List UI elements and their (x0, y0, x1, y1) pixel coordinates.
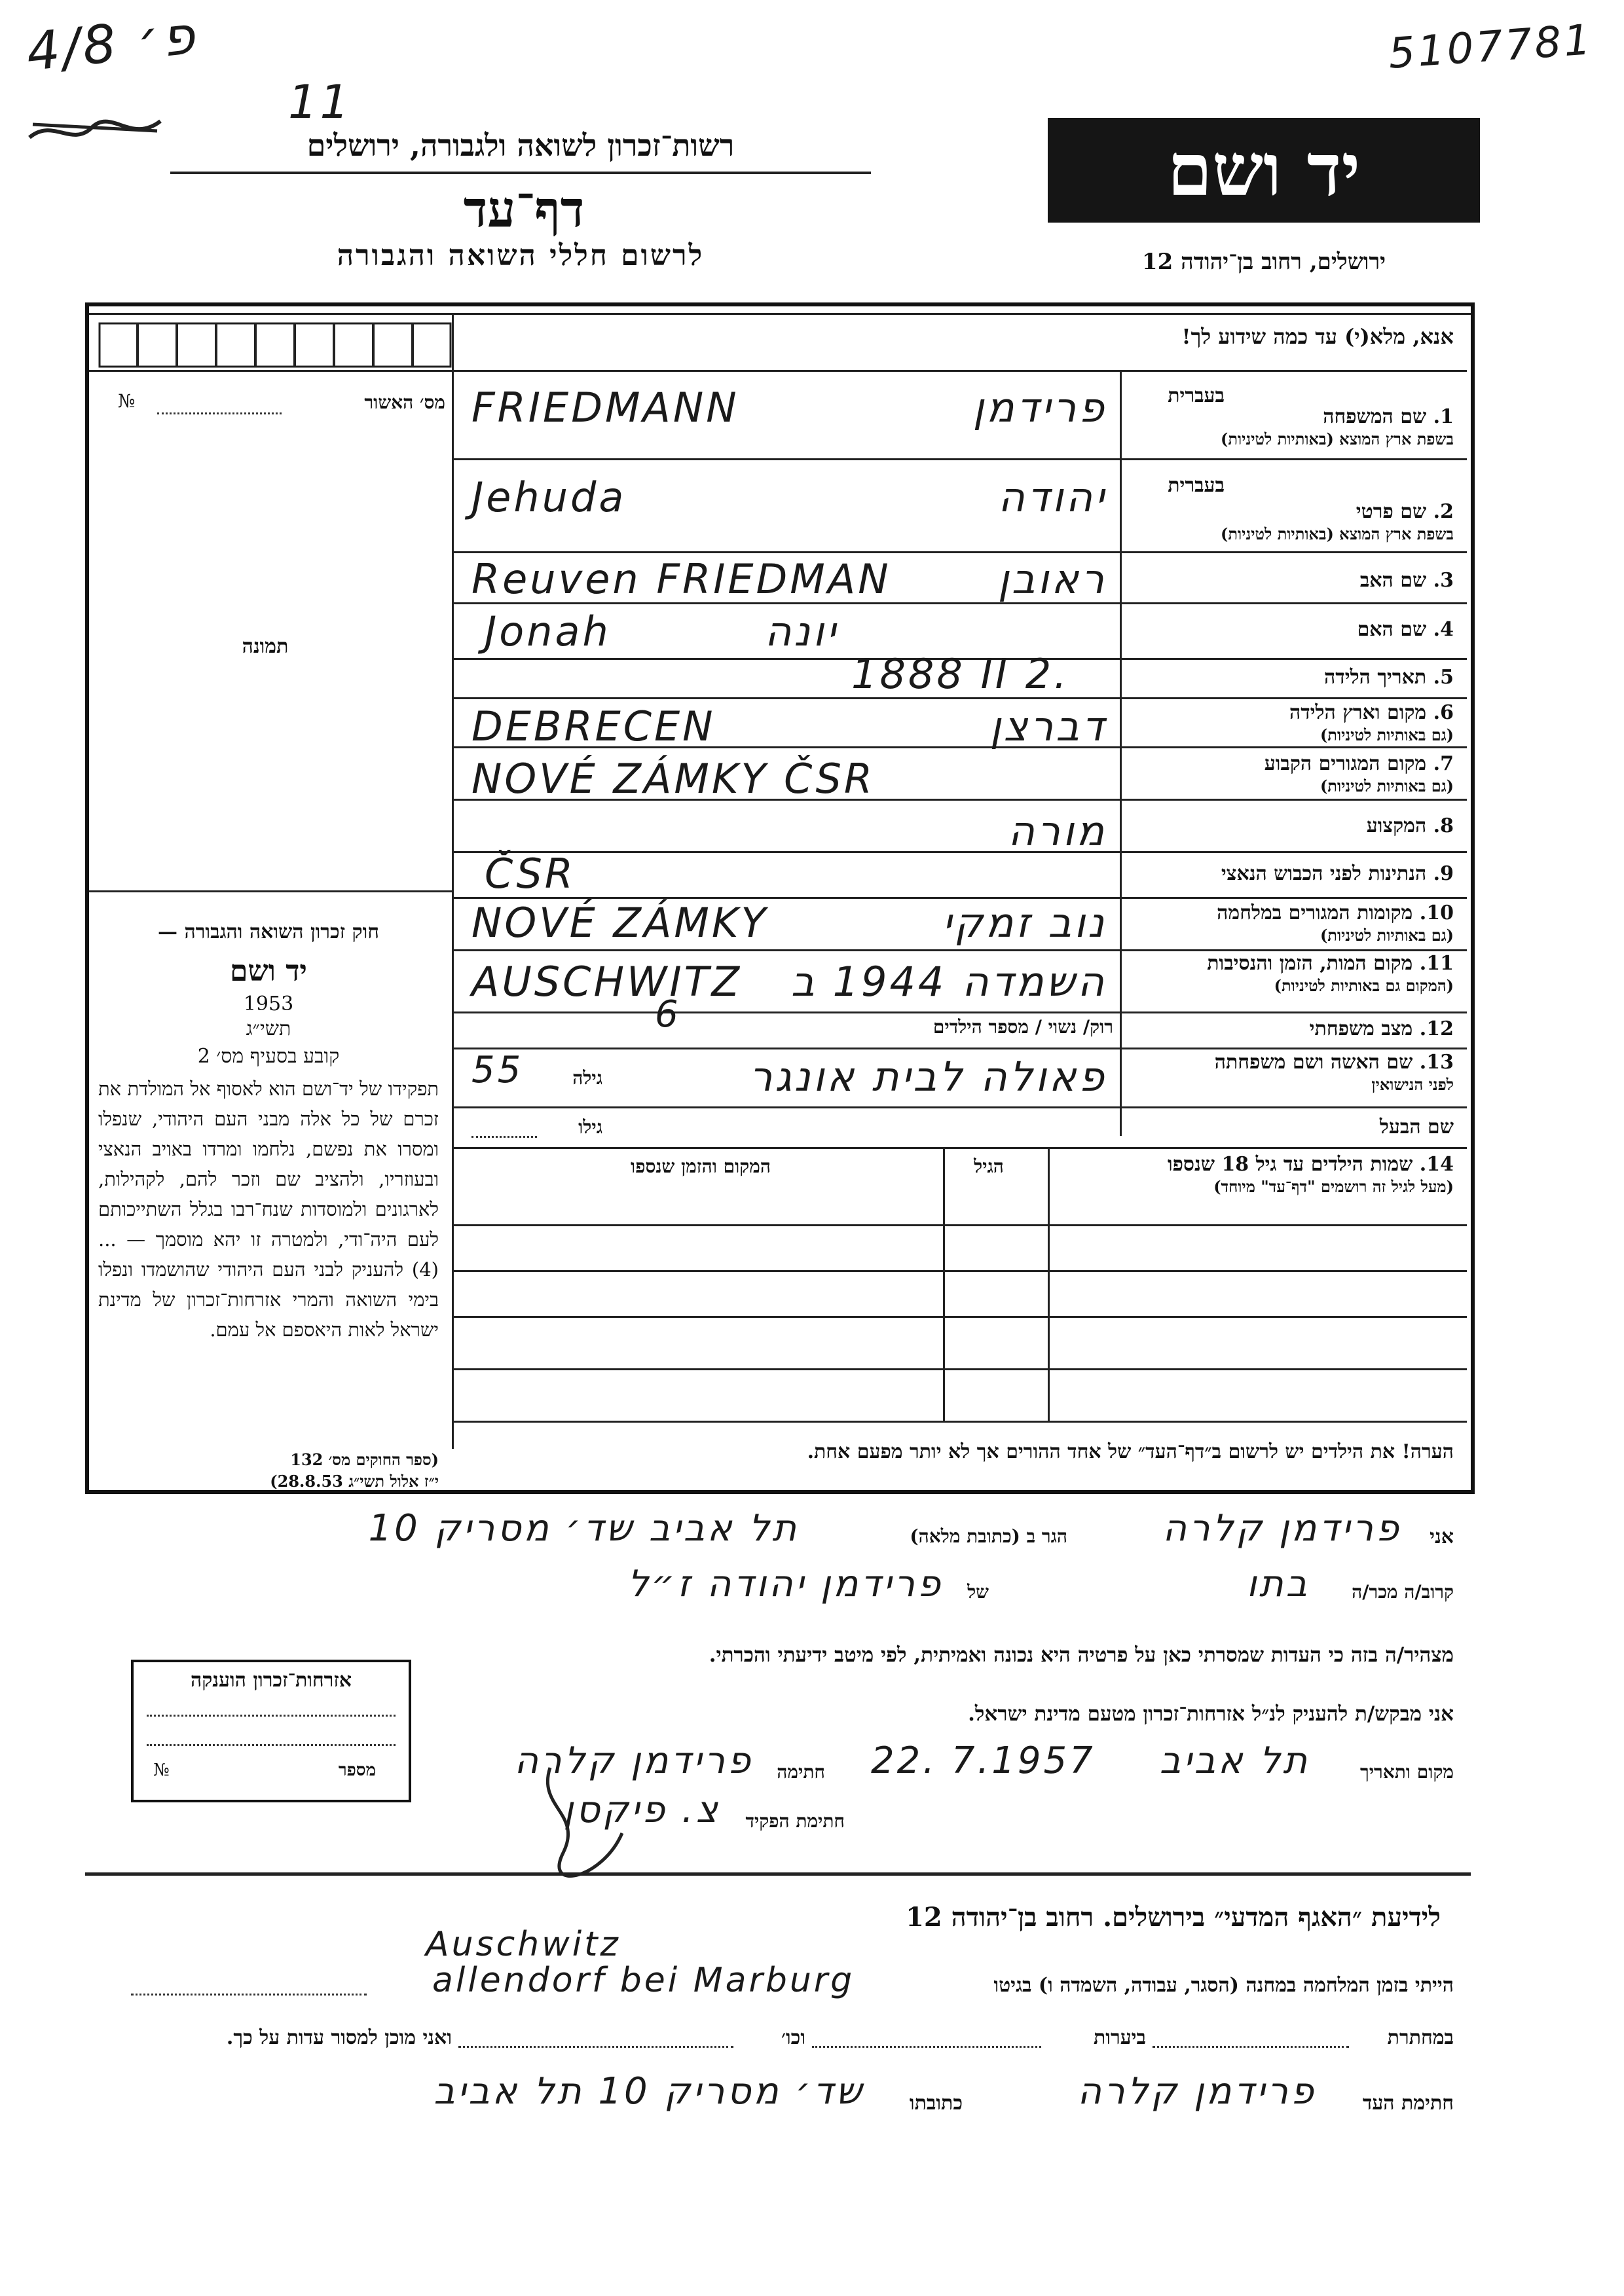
field-6-title: מקום וארץ הלידה (1289, 701, 1427, 724)
field-10-title: מקומות המגורים במלחמה (1217, 902, 1413, 924)
row-sep-2 (452, 551, 1467, 553)
field-10-value-hebrew: נוב זמקי (942, 899, 1107, 947)
field-14-sub: (מעל לגיל זה רושמים "דף־עד" מיוחד) (1213, 1177, 1454, 1196)
corner-number-center: 11 (288, 75, 352, 129)
field-7-label (1126, 753, 1454, 797)
row-sep-10 (452, 949, 1467, 951)
place-date-label: מקום ותאריך (1359, 1761, 1454, 1783)
camp-value-top: Auschwitz (426, 1925, 621, 1964)
field-3-title: שם האב (1359, 569, 1427, 592)
clerk-label: חתימת הפקיד (745, 1810, 845, 1832)
field-13-num: 13. (1419, 1051, 1454, 1074)
law-title: חוק זכרון השואה והגבורה — (158, 920, 379, 943)
law-ref-date: י״ז אלול תשי״ג 28.8.53) (270, 1472, 439, 1491)
field-2-value-hebrew: יהודה (998, 473, 1107, 521)
field-2-title: שם פרטי (1356, 500, 1427, 523)
field-9-value: ČSR (485, 850, 576, 898)
corner-scribble (26, 111, 164, 151)
certificate-line-2 (147, 1744, 396, 1746)
row-sep-13 (452, 1106, 1467, 1108)
residing-label: הגר ב (כתובת מלאה) (910, 1525, 1067, 1547)
field-2-hint: בעברית (1168, 474, 1225, 497)
field-11-value-hebrew: השמדה 1944 ב (791, 958, 1107, 1006)
field-6-sub: (גם באותיות לטיניות) (1320, 725, 1454, 744)
declarant-name: פרידמן קלרה (1162, 1507, 1401, 1550)
certificate-line-1 (147, 1715, 396, 1717)
clerk-scribble (524, 1755, 655, 1886)
field-1-hint: בעברית (1168, 384, 1225, 407)
signature-value: פרידמן קלרה (514, 1740, 753, 1782)
declaration-i-label: אני (1430, 1525, 1454, 1548)
field-7-title: מקום המגורים הקבוע (1264, 752, 1427, 775)
field-12-num: 12. (1419, 1017, 1454, 1040)
field-1-value-hebrew: פרידמן (972, 384, 1107, 431)
corner-number-right: 5107781 (1386, 16, 1595, 79)
field-4-label (1126, 619, 1454, 641)
instructions-line (89, 370, 1467, 372)
witness-addr-label: כתובתו (909, 2092, 963, 2115)
children-row-3 (452, 1316, 1467, 1318)
field-4-title: שם האם (1357, 618, 1427, 641)
certificate-box (131, 1660, 411, 1802)
field-1-label (1126, 406, 1454, 450)
law-ref: (ספר החוקים מס׳ 132 (290, 1450, 439, 1469)
approval-no-dots (157, 412, 282, 414)
field-14-title: שמות הילדים עד גיל 18 שנספו (1167, 1153, 1413, 1176)
field-14-num: 14. (1419, 1153, 1454, 1176)
law-text: תפקידו של יד־ושם הוא לאסוף אל המולדת את זכרם של כל אלה מבני העם היהודי, שנפלו ומסרו את נפשם, נלחמו ומרדו באויב הנאצי ובעוזריו, ולהציב שם וזכר להם, לקהילות, לארגונים ולמוסדות שנח־רבו בגלל השתייכותם לעם היה־ודי, ולמטרה זו יהא מוסמך — ... (4) להעניק לבני העם היהודי שהושמדו ונפלו בימי השואה והמרי אזרחות־זכרון של מדינת ישראל לאות היאספם אל עמם. (98, 1078, 439, 1341)
children-divider-2 (943, 1147, 945, 1422)
yad-vashem-logo (1048, 118, 1480, 223)
row-sep-12 (452, 1048, 1467, 1049)
hiding-label: במחתרת (1387, 2026, 1454, 2049)
field-11-label (1126, 953, 1454, 997)
authority-underline (170, 172, 871, 174)
field-1-sub: בשפת ארץ המוצא (באותיות לטיניות) (1221, 429, 1454, 448)
of-name: פרידמן יהודה ז״ל (627, 1563, 943, 1605)
field-4-value-latin: Jonah (485, 608, 611, 655)
field-13-value: פאולה לבית אונגר (749, 1053, 1107, 1101)
field-1-value-latin: FRIEDMANN (471, 384, 739, 431)
field-10-sub: (גם באותיות לטיניות) (1320, 926, 1454, 945)
field-3-value-latin: Reuven FRIEDMAN (471, 555, 891, 603)
field-6-num: 6. (1433, 701, 1454, 724)
footer-divider (85, 1872, 1471, 1876)
form-title: דף־עד (463, 180, 585, 238)
header-address: ירושלים, רחוב בן־יהודה 12 (1141, 249, 1386, 275)
declarant-address: תל אביב שד׳ מסריק 10 (368, 1507, 799, 1550)
field-2-num: 2. (1433, 500, 1454, 523)
field-11-sub: (המקום גם באותיות לטיניות) (1274, 976, 1454, 995)
footer-title: לידיעת ״האגף המדעי״ בירושלים. רחוב בן־יהודה 12 (906, 1902, 1441, 1933)
field-13-sub: לפני הנישואין (1371, 1075, 1454, 1094)
and-label: וכו׳ (781, 2026, 805, 2049)
field-5-label (1126, 666, 1454, 689)
field-6-value-hebrew: דברצן (989, 702, 1107, 750)
field-11-title: מקום המות, הזמן והנסיבות (1207, 952, 1413, 975)
field-9-label (1126, 863, 1454, 885)
field-1-title: שם המשפחה (1323, 405, 1427, 428)
children-row-1 (452, 1224, 1467, 1226)
ghetto-dots (131, 1994, 367, 1995)
field-13-title: שם האשה ושם משפחתה (1214, 1051, 1413, 1074)
field-10-value-latin: NOVÉ ZÁMKY (471, 899, 769, 947)
clerk-signature: צ. פיקסן (563, 1789, 720, 1831)
field-12-children: 6 (655, 993, 681, 1036)
approval-no-label: מס׳ האשור (364, 392, 445, 413)
field-3-num: 3. (1433, 569, 1454, 592)
field-8-title: המקצוע (1366, 814, 1427, 837)
note: הערה! את הילדים יש לרשום ב״דף־העד״ של אחד ההורים אך לא יותר מפעם אחת. (807, 1440, 1454, 1463)
form-subtitle: לרשום חללי השואה והגבורה (337, 239, 705, 272)
field-5-value: 1888 II 2. (851, 650, 1069, 698)
camp-value: allendorf bei Marburg (432, 1961, 855, 2000)
date-value: 22. 7.1957 (871, 1740, 1096, 1782)
children-row-2 (452, 1270, 1467, 1272)
field-10-num: 10. (1419, 902, 1454, 924)
law-year-heb: תשי״ג (246, 1017, 291, 1040)
children-col-age: הגיל (974, 1156, 1004, 1177)
field-2-value-latin: Jehuda (471, 473, 627, 521)
field-14-label (1048, 1154, 1454, 1198)
field-13-age: 55 (471, 1049, 524, 1091)
witness-sig-label: חתימת העד (1362, 2092, 1454, 2115)
row-sep-11 (452, 1011, 1467, 1013)
place-value: תל אביב (1159, 1740, 1310, 1782)
children-col-place: המקום והזמן שנספו (631, 1156, 771, 1177)
husband-label (1126, 1116, 1454, 1139)
col-divider-left (452, 313, 454, 1449)
forest-dots (812, 2046, 1041, 2048)
field-7-num: 7. (1433, 752, 1454, 775)
husband-title: שם הבעל (1379, 1116, 1454, 1139)
field-10-label (1126, 902, 1454, 947)
field-12-options: רוק/ נשוי / מספר הילדים (932, 1016, 1113, 1038)
field-12-label (1126, 1018, 1454, 1040)
husband-age-dots (471, 1136, 537, 1138)
hiding-dots (1153, 2046, 1349, 2048)
field-6-label (1126, 702, 1454, 746)
signature-label: חתימה (777, 1761, 825, 1783)
certificate-number-symbol: № (153, 1760, 170, 1780)
field-9-num: 9. (1433, 862, 1454, 885)
field-8-num: 8. (1433, 814, 1454, 837)
children-divider-1 (1048, 1147, 1050, 1422)
request: אני מבקש/ת להעניק לנ״ל אזרחות־זכרון מטעם מדינת ישראל. (968, 1702, 1454, 1726)
row-sep-14 (452, 1147, 1467, 1149)
field-7-sub: (גם באותיות לטיניות) (1320, 776, 1454, 795)
field-13-age-label: גילה (572, 1067, 602, 1089)
field-7-value: NOVÉ ZÁMKY ČSR (471, 755, 875, 803)
relative-label: קרוב/ה מכר/ה (1352, 1581, 1454, 1603)
children-row-4 (452, 1368, 1467, 1370)
field-3-label (1126, 570, 1454, 592)
row-sep-1 (452, 458, 1467, 460)
field-6-value-latin: DEBRECEN (471, 702, 716, 750)
children-row-5 (452, 1421, 1467, 1423)
logo-text: יד ושם (1167, 128, 1361, 212)
field-11-num: 11. (1419, 952, 1454, 975)
and-dots (458, 2046, 733, 2048)
instructions: אנא, מלא(י) עד כמה שידוע לך! (1181, 324, 1454, 349)
field-9-title: הנתינות לפני הכבוש הנאצי (1221, 862, 1427, 885)
certificate-number-label: מספר (338, 1760, 376, 1780)
law-name: יד ושם (230, 955, 307, 988)
frame-inner-top (89, 313, 1471, 315)
field-2-label (1126, 501, 1454, 545)
photo-bottom (89, 890, 452, 892)
field-1-num: 1. (1433, 405, 1454, 428)
statement: מצהיר/ה בזה כי העדות שמסרתי כאן על פרטיה היא נכונה ואמיתית, לפי מיטב ידיעתי והכרתי. (709, 1643, 1454, 1667)
of-label: של (967, 1581, 989, 1603)
authority-line: רשות־זכרון לשואה ולגבורה, ירושלים (306, 128, 735, 163)
certificate-title: אזרחות־זכרון הוענקה (190, 1669, 352, 1692)
field-4-value-hebrew: יונה (764, 608, 838, 655)
field-3-value-hebrew: ראובן (997, 555, 1107, 603)
witness-sig: פרידמן קלרה (1077, 2070, 1316, 2113)
field-11-value-latin: AUSCHWITZ (471, 958, 742, 1006)
col-divider-labels (1120, 370, 1122, 1136)
law-section: קובע בסעיף מס׳ 2 (197, 1045, 340, 1068)
approval-boxes (98, 322, 452, 368)
field-2-sub: בשפת ארץ המוצא (באותיות לטיניות) (1221, 524, 1454, 543)
photo-label: תמונה (242, 635, 289, 658)
field-12-title: מצב משפחתי (1309, 1017, 1413, 1040)
field-8-value: מורה (1008, 807, 1107, 855)
camp-line: הייתי בזמן המלחמה במחנה (הסגר, עבודה, השמדה ו) בגיטו (993, 1974, 1454, 1997)
husband-age-label: גילו (578, 1116, 602, 1138)
testimony-label: ואני מוכן למסור עדות על כך. (226, 2026, 452, 2049)
relation-value: בתו (1246, 1563, 1310, 1605)
corner-note-left: פ׳ 4/8 (23, 4, 200, 83)
field-13-label (1126, 1051, 1454, 1096)
forest-label: ביערות (1093, 2026, 1146, 2049)
witness-addr: שד׳ מסריק 10 תל אביב (434, 2070, 864, 2113)
field-8-label (1126, 815, 1454, 837)
field-5-num: 5. (1433, 666, 1454, 689)
field-4-num: 4. (1433, 618, 1454, 641)
law-year-number: 1953 (243, 993, 294, 1015)
approval-no-symbol: № (118, 390, 136, 412)
field-5-title: תאריך הלידה (1324, 666, 1427, 689)
